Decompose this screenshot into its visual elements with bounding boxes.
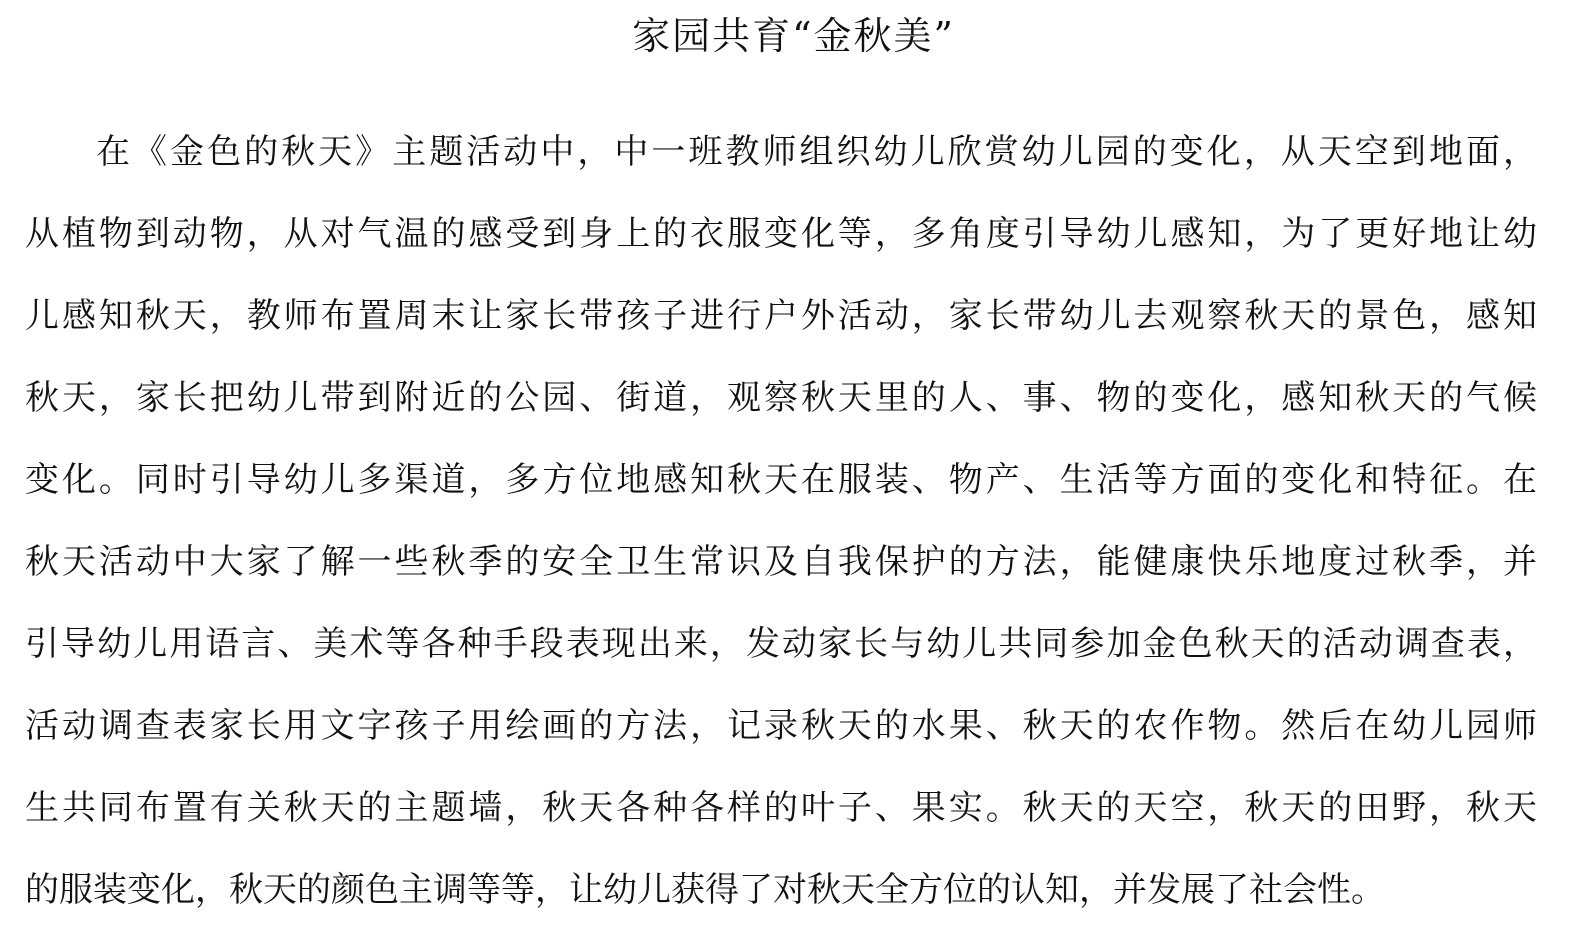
document-title: 家园共育“金秋美” <box>632 14 955 58</box>
paragraph-line-8: 活动调查表家长用文字孩子用绘画的方法，记录秋天的水果、秋天的农作物。然后在幼儿园师 <box>25 706 1537 746</box>
paragraph-line-1: 在《金色的秋天》主题活动中，中一班教师组织幼儿欣赏幼儿园的变化，从天空到地面， <box>96 132 1537 172</box>
paragraph-line-6: 秋天活动中大家了解一些秋季的安全卫生常识及自我保护的方法，能健康快乐地度过秋季，并 <box>25 542 1537 582</box>
paragraph-line-5: 变化。同时引导幼儿多渠道，多方位地感知秋天在服装、物产、生活等方面的变化和特征。在 <box>25 460 1537 500</box>
paragraph-line-4: 秋天，家长把幼儿带到附近的公园、街道，观察秋天里的人、事、物的变化，感知秋天的气候 <box>25 378 1537 418</box>
paragraph-line-3: 儿感知秋天，教师布置周末让家长带孩子进行户外活动，家长带幼儿去观察秋天的景色，感知 <box>25 296 1537 336</box>
paragraph-line-2: 从植物到动物，从对气温的感受到身上的衣服变化等，多角度引导幼儿感知，为了更好地让幼 <box>25 214 1537 254</box>
paragraph-line-10: 的服装变化，秋天的颜色主调等等，让幼儿获得了对秋天全方位的认知，并发展了社会性。 <box>25 870 1385 910</box>
paragraph-line-9: 生共同布置有关秋天的主题墙，秋天各种各样的叶子、果实。秋天的天空，秋天的田野，秋天 <box>25 788 1537 828</box>
paragraph-line-7: 引导幼儿用语言、美术等各种手段表现出来，发动家长与幼儿共同参加金色秋天的活动调查表， <box>25 624 1537 664</box>
